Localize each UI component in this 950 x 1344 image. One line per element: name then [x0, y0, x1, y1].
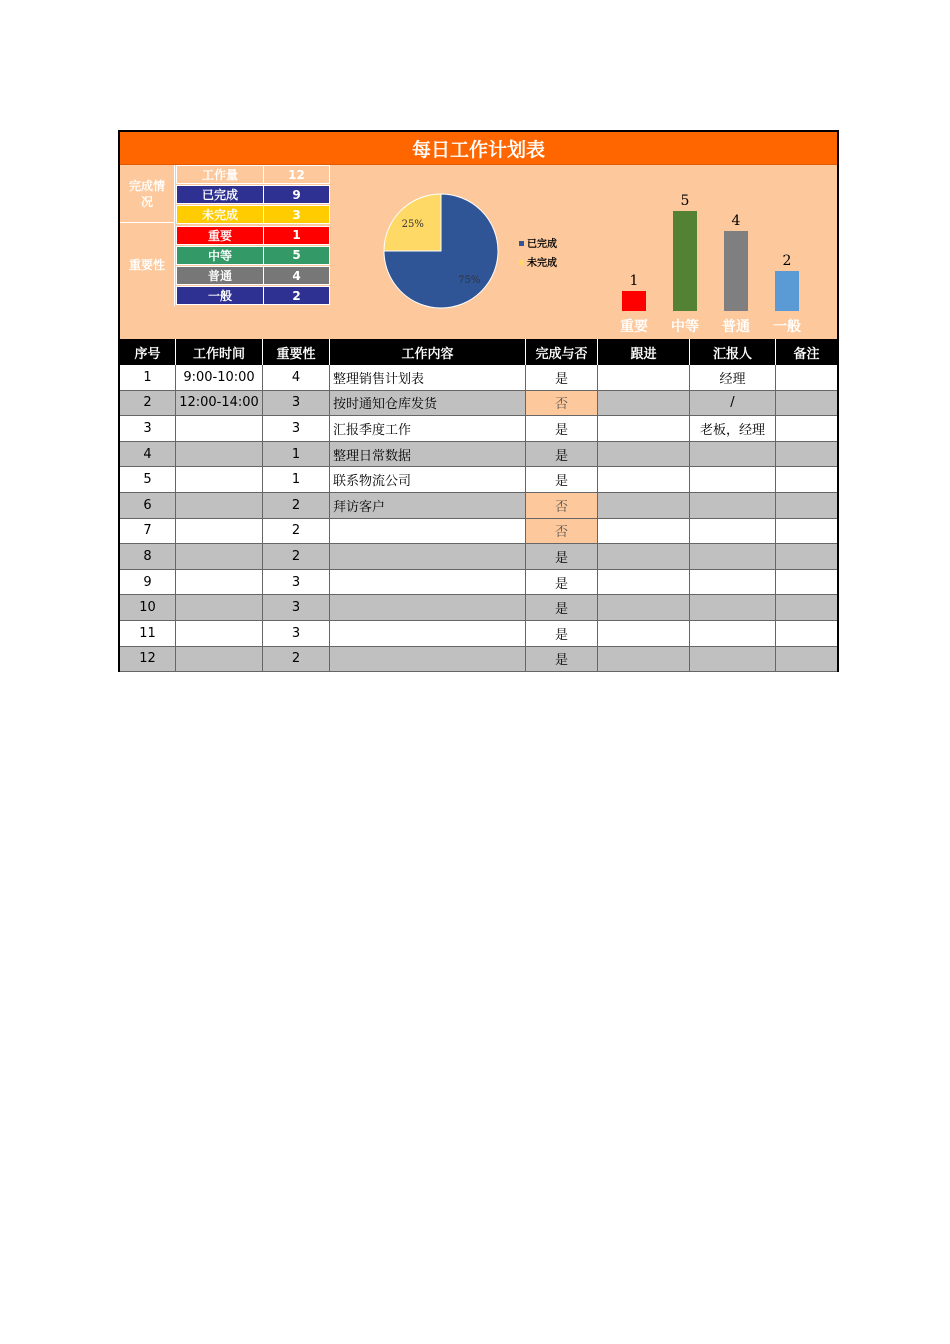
table-cell[interactable] [598, 391, 690, 416]
importance-bar-chart [600, 175, 820, 340]
table-cell[interactable] [690, 493, 776, 518]
summary-value: 3 [292, 207, 301, 222]
summary-value: 5 [292, 248, 301, 263]
table-row [120, 467, 837, 493]
category-label: 普通 [722, 319, 750, 335]
table-cell[interactable] [176, 621, 263, 646]
table-cell[interactable]: 11 [120, 621, 176, 646]
sheet-title: 每日工作计划表 [120, 132, 837, 165]
bar [622, 291, 646, 311]
table-cell[interactable]: 否 [526, 391, 598, 416]
table-cell[interactable]: 是 [526, 442, 598, 467]
summary-row [176, 205, 330, 224]
table-cell[interactable]: 是 [526, 467, 598, 492]
bar-data-label: 5 [680, 193, 690, 209]
summary-label: 工作量 [177, 166, 264, 183]
column-header: 完成与否 [526, 339, 598, 365]
importance-group-label: 重要性 [120, 222, 175, 306]
table-cell[interactable] [690, 544, 776, 569]
table-cell[interactable]: 整理日常数据 [330, 442, 526, 467]
table-row [120, 365, 837, 391]
table-cell[interactable] [690, 621, 776, 646]
pie-data-label: 75% [458, 275, 481, 287]
summary-row [176, 246, 330, 265]
table-cell[interactable] [776, 416, 837, 441]
table-cell[interactable]: 2 [263, 493, 330, 518]
pie-data-label: 25% [401, 218, 424, 230]
table-cell[interactable]: 联系物流公司 [330, 467, 526, 492]
table-cell[interactable]: 是 [526, 595, 598, 620]
table-cell[interactable] [776, 544, 837, 569]
summary-area [120, 165, 837, 339]
table-cell[interactable]: 2 [263, 544, 330, 569]
table-cell[interactable] [598, 493, 690, 518]
table-cell[interactable] [598, 570, 690, 595]
table-cell[interactable]: 5 [120, 467, 176, 492]
summary-label: 未完成 [177, 206, 264, 223]
table-body [120, 365, 837, 672]
table-cell[interactable]: 10 [120, 595, 176, 620]
table-cell[interactable]: 1 [120, 365, 176, 390]
table-cell[interactable] [776, 493, 837, 518]
column-header: 序号 [120, 339, 176, 365]
bar-data-label: 1 [629, 273, 639, 289]
category-label: 重要 [620, 319, 648, 335]
table-cell[interactable]: 是 [526, 544, 598, 569]
summary-row [176, 185, 330, 204]
table-cell[interactable] [330, 595, 526, 620]
table-cell[interactable] [690, 595, 776, 620]
table-row [120, 442, 837, 468]
summary-label: 已完成 [177, 186, 264, 203]
table-cell[interactable] [776, 519, 837, 544]
table-cell[interactable] [598, 467, 690, 492]
table-cell[interactable]: 3 [263, 595, 330, 620]
table-cell[interactable] [776, 391, 837, 416]
table-cell[interactable] [776, 442, 837, 467]
table-cell[interactable]: 3 [263, 391, 330, 416]
table-cell[interactable] [176, 519, 263, 544]
table-cell[interactable]: 12:00-14:00 [176, 391, 263, 416]
table-cell[interactable]: 是 [526, 570, 598, 595]
table-cell[interactable]: 3 [120, 416, 176, 441]
table-cell[interactable]: 9 [120, 570, 176, 595]
table-cell[interactable] [176, 493, 263, 518]
completion-pie-chart [370, 185, 590, 315]
table-cell[interactable] [598, 647, 690, 672]
table-cell[interactable]: 12 [120, 647, 176, 672]
table-row [120, 493, 837, 519]
table-cell[interactable]: 否 [526, 519, 598, 544]
category-label: 一般 [773, 319, 801, 335]
summary-value: 1 [292, 228, 301, 243]
table-cell[interactable] [330, 621, 526, 646]
summary-label: 普通 [177, 267, 264, 284]
table-cell[interactable] [598, 365, 690, 390]
category-label: 中等 [671, 319, 699, 335]
table-cell[interactable] [330, 544, 526, 569]
summary-label: 重要 [177, 227, 264, 244]
table-cell[interactable]: 按时通知仓库发货 [330, 391, 526, 416]
work-plan-sheet [118, 130, 839, 672]
summary-value: 2 [292, 288, 301, 303]
summary-label: 中等 [177, 247, 264, 264]
bar [724, 231, 748, 311]
bar [775, 271, 799, 311]
table-cell[interactable] [176, 595, 263, 620]
column-header: 汇报人 [690, 339, 776, 365]
bar-data-label: 4 [731, 213, 741, 229]
column-header: 工作内容 [330, 339, 526, 365]
table-cell[interactable] [176, 570, 263, 595]
table-cell[interactable]: 是 [526, 365, 598, 390]
table-cell[interactable]: 8 [120, 544, 176, 569]
summary-value: 4 [292, 268, 301, 283]
table-row [120, 621, 837, 647]
table-row [120, 647, 837, 673]
table-cell[interactable]: 7 [120, 519, 176, 544]
table-cell[interactable] [776, 621, 837, 646]
table-cell[interactable]: 1 [263, 467, 330, 492]
table-cell[interactable] [598, 621, 690, 646]
table-cell[interactable] [690, 647, 776, 672]
table-row [120, 519, 837, 545]
table-cell[interactable] [176, 647, 263, 672]
summary-row [176, 165, 330, 184]
table-row [120, 416, 837, 442]
summary-row [176, 226, 330, 245]
table-cell[interactable]: 4 [120, 442, 176, 467]
table-cell[interactable] [776, 365, 837, 390]
table-cell[interactable] [330, 647, 526, 672]
table-cell[interactable]: 经理 [690, 365, 776, 390]
legend-swatch [519, 260, 524, 265]
table-cell[interactable]: 汇报季度工作 [330, 416, 526, 441]
table-cell[interactable] [598, 544, 690, 569]
table-cell[interactable]: 否 [526, 493, 598, 518]
table-cell[interactable] [776, 647, 837, 672]
table-header [120, 339, 837, 365]
table-cell[interactable]: 3 [263, 621, 330, 646]
table-cell[interactable]: 拜访客户 [330, 493, 526, 518]
table-cell[interactable] [690, 442, 776, 467]
summary-row [176, 266, 330, 285]
table-cell[interactable] [176, 467, 263, 492]
table-cell[interactable]: 3 [263, 570, 330, 595]
table-cell[interactable] [690, 519, 776, 544]
table-cell[interactable]: 是 [526, 416, 598, 441]
table-cell[interactable] [598, 595, 690, 620]
table-cell[interactable] [690, 570, 776, 595]
column-header: 跟进 [598, 339, 690, 365]
completion-group-label: 完成情况 [120, 165, 175, 222]
column-header: 工作时间 [176, 339, 263, 365]
table-row [120, 544, 837, 570]
table-cell[interactable] [776, 570, 837, 595]
table-cell[interactable]: 2 [263, 519, 330, 544]
table-cell[interactable]: 是 [526, 647, 598, 672]
table-cell[interactable] [598, 519, 690, 544]
table-cell[interactable] [330, 519, 526, 544]
bar [673, 211, 697, 311]
table-cell[interactable]: 6 [120, 493, 176, 518]
table-cell[interactable] [776, 467, 837, 492]
table-cell[interactable]: 4 [263, 365, 330, 390]
table-cell[interactable] [176, 442, 263, 467]
table-cell[interactable]: 2 [120, 391, 176, 416]
table-cell[interactable]: 2 [263, 647, 330, 672]
table-cell[interactable] [598, 442, 690, 467]
table-cell[interactable] [598, 416, 690, 441]
table-cell[interactable] [330, 570, 526, 595]
column-header: 重要性 [263, 339, 330, 365]
legend-entry: 未完成 [527, 258, 557, 269]
table-row [120, 391, 837, 417]
column-header: 备注 [793, 346, 820, 362]
summary-row [176, 286, 330, 305]
table-cell[interactable] [176, 416, 263, 441]
table-cell[interactable]: 9:00-10:00 [176, 365, 263, 390]
summary-value: 9 [292, 187, 301, 202]
table-cell[interactable] [176, 544, 263, 569]
table-cell[interactable]: / [690, 391, 776, 416]
table-cell[interactable] [690, 467, 776, 492]
table-row [120, 595, 837, 621]
summary-label: 一般 [177, 287, 264, 304]
table-cell[interactable]: 1 [263, 442, 330, 467]
table-cell[interactable]: 整理销售计划表 [330, 365, 526, 390]
bar-data-label: 2 [782, 253, 792, 269]
summary-value: 12 [288, 167, 305, 182]
legend-entry: 已完成 [527, 239, 557, 250]
table-cell[interactable]: 老板，经理 [690, 416, 776, 441]
legend-swatch [519, 241, 524, 246]
table-cell[interactable] [776, 595, 837, 620]
table-row [120, 570, 837, 596]
table-cell[interactable]: 是 [526, 621, 598, 646]
table-cell[interactable]: 3 [263, 416, 330, 441]
